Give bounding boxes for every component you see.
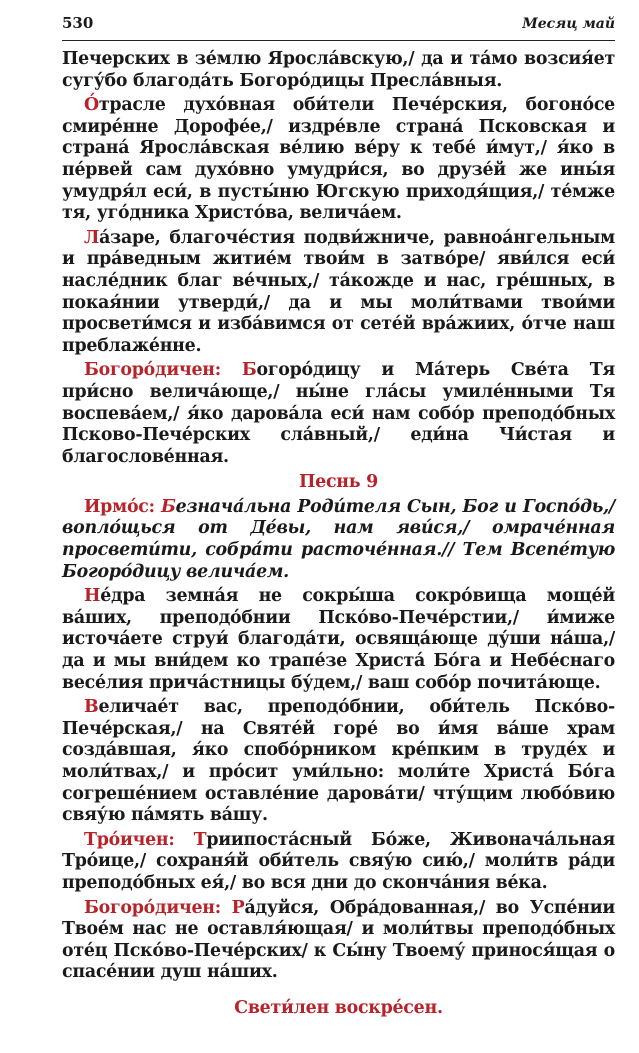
initial-letter: Р: [231, 897, 245, 918]
page-header: [62, 14, 615, 38]
paragraph-continued: [62, 49, 615, 92]
page-content: [62, 49, 615, 1020]
theotokion: [62, 898, 615, 984]
section-label: Богоро́дичен:: [84, 897, 232, 918]
paragraph-text: риипоста́сный Бо́же, Живонача́льная Тро́ице,/ сохраня́й оби́тель свяу́ю сию́,/ моли́тв ра́ди преподо́бных ея́,/ во вся дни до сконча́ния ве́ка.: [62, 829, 615, 893]
initial-letter: Б: [241, 360, 257, 381]
initial-letter: Б: [161, 496, 176, 517]
paragraph-text: е́дра земна́я не сокры́ша сокро́вища моще́й ва́ших, преподо́бнии Пско́во-Пече́рстии,/ и́миже источа́ете струи́ благода́ти, освяща́юще ду́ши на́ша,/ да и мы вни́дем ко трапе́зе Христа́ Бо́га и Небе́снаго весе́лия прича́стницы бу́дем,/ ваш собо́р почита́юще.: [62, 586, 615, 693]
section-label: Ирмо́с:: [84, 496, 162, 517]
initial-letter: Л: [84, 227, 100, 248]
paragraph-text: а́дуйся, Обра́дованная,/ во Успе́нии Твое́м нас не оставля́ющая/ и моли́твы преподо́бных оте́ц Пско́во-Пече́рских/ к Сы́ну Твоему́ принося́щая о спасе́нии душ на́ших.: [62, 897, 615, 983]
theotokion: [62, 360, 615, 468]
section-label: Тро́ичен:: [84, 829, 194, 850]
running-title: Месяц май: [522, 16, 615, 32]
paragraph-text: Печерских в зе́млю Яросла́вскую,/ да и та́мо возсия́ет сугу́бо благода́ть Богоро́дицы Пресла́вныя.: [62, 49, 615, 91]
paragraph-text: огоро́дицу и Ма́терь Све́та Тя при́сно велича́юще,/ ны́не гла́сы умиле́нными Тя воспева́ем,/ я́ко дарова́ла еси́ нам собо́р преподо́бных Псково-Пече́рских сла́вный,/ еди́на Чи́стая и благослове́нная.: [62, 360, 615, 467]
paragraph-text: а́заре, благоче́стия подви́жниче, равноа́нгельным и пра́ведным житие́м твои́м в затво́ре/ яви́лся еси́ насле́дник благ ве́чных,/ та́кожде и нас, гре́шных, в покая́нии утверди́,/ да и мы моли́твами твои́ми просвети́мся и изба́вимся от сете́й вра́жиих, о́тче наш преблаже́нне.: [62, 227, 615, 356]
troparion: [62, 228, 615, 358]
header-rule: [62, 40, 615, 41]
troparion: [62, 697, 615, 827]
paragraph-text: еличае́т вас, преподо́бнии, оби́тель Пско́во-Пече́рская,/ на Святе́й горе́ во и́мя ва́ше храм созда́вшая, я́ко спобо́рником кре́пким в труде́х и моли́твах,/ и про́сит уми́льно: моли́те Христа́ Бо́га согреше́нием оставле́ние дарова́ти/ чту́щим любо́вию свяу́ю па́мять ва́шу.: [62, 697, 615, 826]
page-number: 530: [62, 14, 94, 32]
irmos: [62, 497, 615, 583]
troparion: [62, 586, 615, 694]
closing-heading: Свети́лен воскре́сен.: [234, 997, 443, 1018]
paragraph-text: трасле духо́вная оби́тели Пече́рския, богоно́се смире́нне Дорофе́е,/ издре́вле страна́ Псковская и страна́ Яросла́вская ве́лию ве́ру к тебе́ и́мут,/ я́ко в пе́рвей сам духо́вно умудри́ся, во друзе́й же ины́я умудря́л еси́, в пусты́ню Югскую приходя́щия,/ те́мже тя, уго́дника Христо́ва, велича́ем.: [62, 95, 615, 224]
initial-letter: Т: [193, 829, 207, 850]
irmos-text: езнача́льна Роди́теля Сын, Бог и Госпо́дь,/ вопло́щься от Де́вы, нам яви́ся,/ омраче́нная просвети́ти, собра́ти расточе́нная.// Тем Всепе́тую Богоро́дицу велича́ем.: [62, 496, 615, 582]
triadicon: [62, 830, 615, 895]
initial-letter: Н: [84, 586, 101, 607]
song-heading: Песнь 9: [298, 472, 378, 493]
section-label: Богоро́дичен:: [84, 360, 242, 381]
initial-letter: О́: [84, 95, 99, 116]
troparion: [62, 95, 615, 225]
initial-letter: В: [84, 697, 99, 718]
